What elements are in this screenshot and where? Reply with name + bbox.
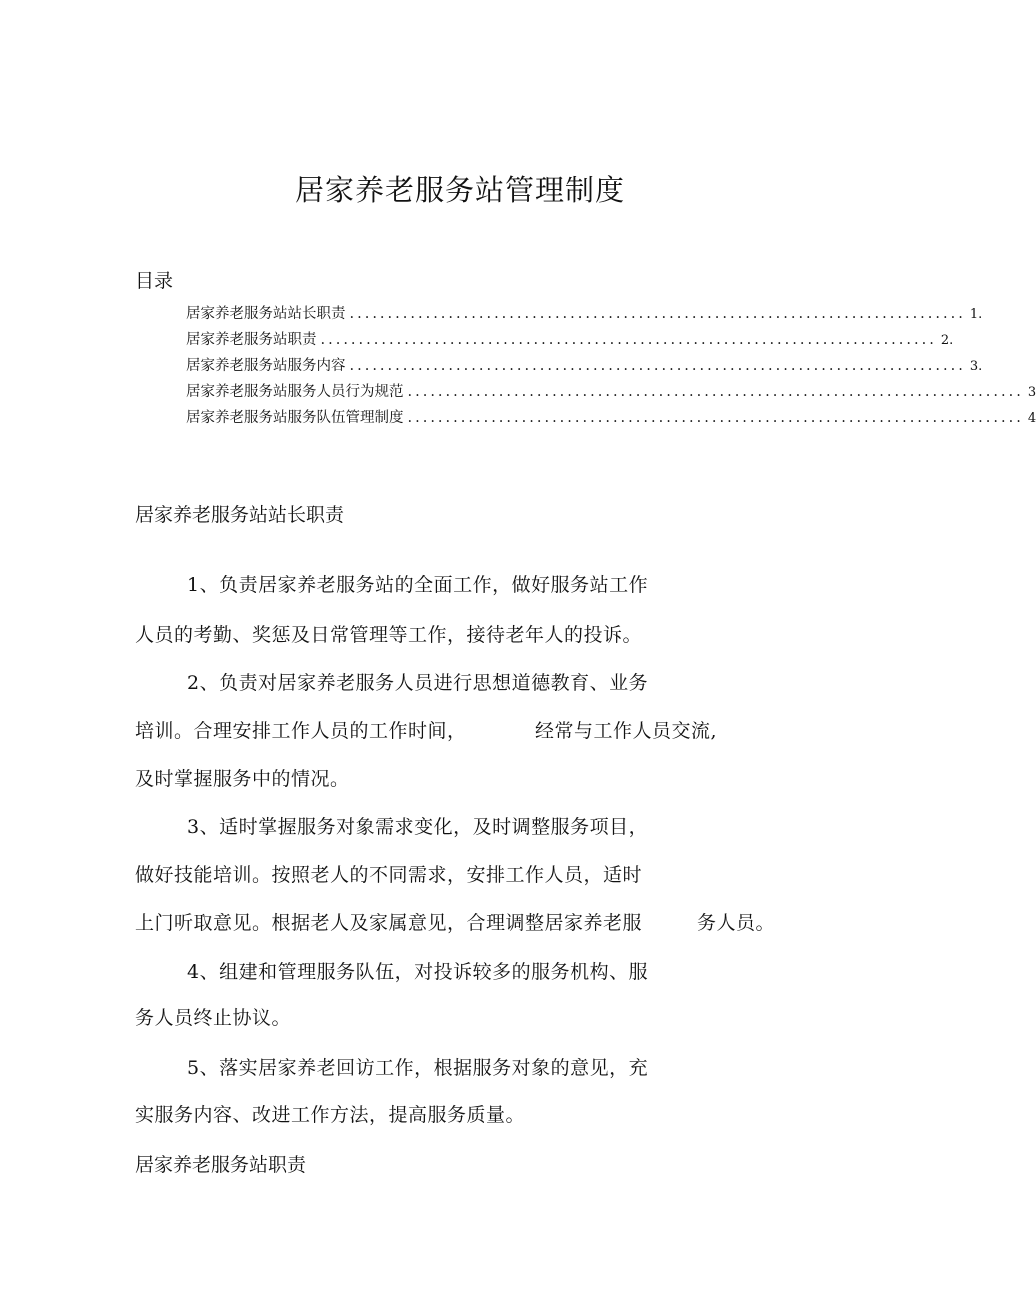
toc-leader-dots: ................................................................................. [320,332,937,348]
paragraph-line: 培训。合理安排工作人员的工作时间， [135,720,467,742]
toc-entry-page: 2. [940,333,954,348]
toc-heading: 目录 [135,270,174,292]
paragraph-line: 5、落实居家养老回访工作，根据服务对象的意见，充 [187,1057,649,1079]
toc-entry-page: 1. [969,307,983,322]
paragraph-line: 人员的考勤、奖惩及日常管理等工作，接待老年人的投诉。 [135,624,643,646]
toc-leader-dots: ................................................................................. [349,358,966,374]
paragraph-line: 实服务内容、改进工作方法，提高服务质量。 [135,1104,526,1126]
toc-entry-page: 3 [1027,385,1036,400]
document-title: 居家养老服务站管理制度 [294,173,625,207]
paragraph-line: 2、负责对居家养老服务人员进行思想道德教育、业务 [187,672,649,694]
toc-entry-page: 3. [969,359,983,374]
toc-entry-label: 居家养老服务站站长职责 [186,306,346,322]
toc-entry-label: 居家养老服务站服务队伍管理制度 [186,410,404,426]
toc-entry[interactable] [186,328,954,354]
toc-leader-dots: ................................................................................. [407,410,1024,426]
paragraph-line: 及时掌握服务中的情况。 [135,768,350,790]
toc-entry[interactable] [186,354,983,380]
paragraph-line: 3、适时掌握服务对象需求变化，及时调整服务项目， [187,816,649,838]
toc-leader-dots: ................................................................................. [349,306,966,322]
toc-entry-label: 居家养老服务站职责 [186,332,317,348]
toc-entry[interactable] [186,380,1036,406]
toc-entry[interactable] [186,302,983,328]
table-of-contents [186,302,1036,432]
toc-entry-label: 居家养老服务站服务人员行为规范 [186,384,404,400]
paragraph-line: 4、组建和管理服务队伍，对投诉较多的服务机构、服 [187,961,649,983]
section-heading-director-duties: 居家养老服务站站长职责 [135,504,345,526]
toc-entry-label: 居家养老服务站服务内容 [186,358,346,374]
toc-entry-page: 4 [1027,411,1036,426]
paragraph-line: 上门听取意见。根据老人及家属意见，合理调整居家养老服 [135,912,643,934]
toc-entry[interactable] [186,406,1036,432]
toc-leader-dots: ................................................................................. [407,384,1024,400]
section-heading-station-duties: 居家养老服务站职责 [135,1154,307,1176]
paragraph-line: 务人员。 [697,912,776,934]
paragraph-line: 经常与工作人员交流, [535,720,718,742]
paragraph-line: 1、负责居家养老服务站的全面工作，做好服务站工作 [187,574,649,596]
paragraph-line: 做好技能培训。按照老人的不同需求，安排工作人员，适时 [135,864,643,886]
paragraph-line: 务人员终止协议。 [135,1007,292,1029]
